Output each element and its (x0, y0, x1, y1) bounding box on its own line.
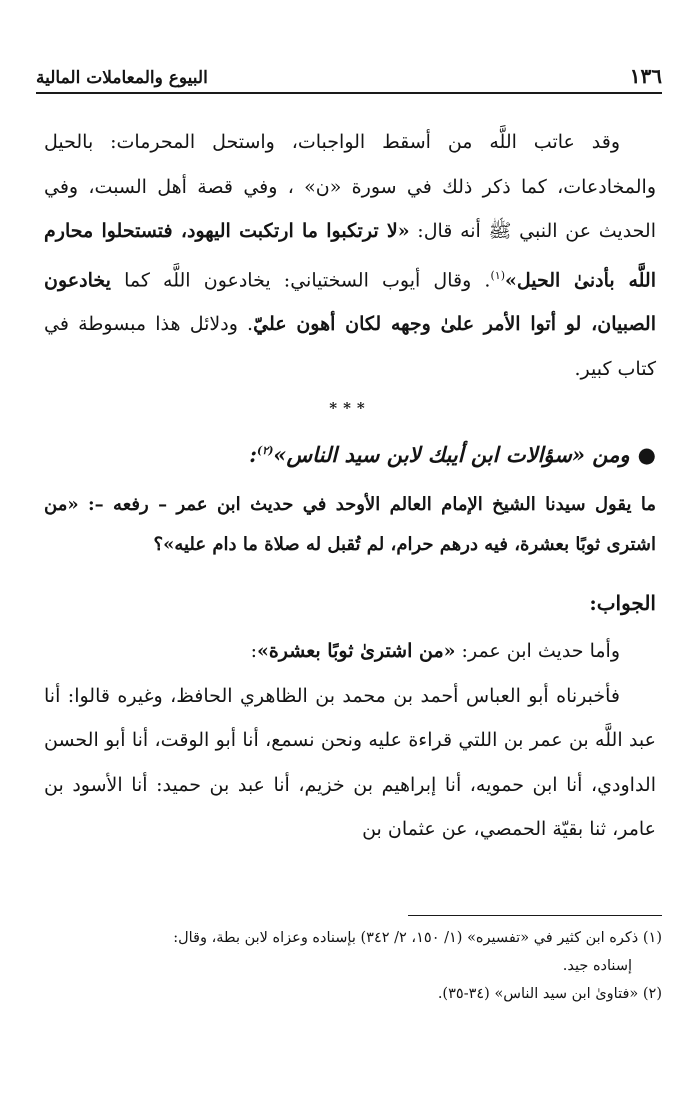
answer-intro (44, 629, 656, 674)
hadith-title: «من اشترىٰ ثوبًا بعشرة» (256, 640, 456, 663)
footnote-divider (408, 915, 662, 916)
question-text: ما يقول سيدنا الشيخ الإمام العالم الأوحد في حديث ابن عمر – رفعه –: «من اشترى ثوبًا بعشرة، فيه درهم حرام، لم تُقبل له صلاة ما دام عليه»؟ (44, 494, 656, 556)
footnote-ref[interactable]: (١) (490, 268, 505, 282)
page-body (44, 120, 656, 852)
footnote-1: (١) ذكره ابن كثير في «تفسيره» (١/ ١٥٠، ٢/ ٣٤٢) بإسناده وعزاه لابن بطة، وقال: (173, 930, 662, 946)
paragraph-text: . ودلائل هذا مبسوطة في كتاب كبير. (44, 313, 656, 380)
paragraph-intro (44, 120, 656, 391)
footnote-1-continued: إسناده جيد. (562, 958, 632, 974)
page-header (36, 58, 662, 94)
bullet-icon: ● (637, 442, 656, 468)
page-number: ١٣٦ (629, 64, 662, 88)
footnote-2: (٢) «فتاوىٰ ابن سيد الناس» (٣٤-٣٥). (437, 986, 662, 1002)
section-colon: : (249, 442, 258, 468)
answer-heading: الجواب: (589, 591, 656, 616)
footnote-ref[interactable]: (٢) (257, 444, 274, 458)
section-heading (44, 429, 656, 477)
section-title: ومن «سؤالات ابن أيبك لابن سيد الناس» (273, 442, 630, 468)
paragraph-text: وقد عاتب اللَّه من أسقط الواجبات، واستحل المحرمات: بالحيل والمخادعات، كما ذكر ذلك في سورة «ن» ، وفي قصة أهل السبت، وفي الحديث عن النبي ﷺ أنه قال: (44, 131, 656, 242)
answer-prefix: وأما حديث ابن عمر: (455, 640, 620, 663)
quote-ayyub: يخادعون الصبيان، لو أتوا الأمر علىٰ وجهه لكان أهون عليّ (44, 268, 656, 336)
section-separator: *** (329, 399, 371, 418)
paragraph-text: . وقال أيوب السختياني: يخادعون اللَّه كما (110, 268, 491, 291)
isnad-paragraph: فأخبرناه أبو العباس أحمد بن محمد بن الظاهري الحافظ، وغيره قالوا: أنا عبد اللَّه بن عمر بن اللتي قراءة عليه ونحن نسمع، أنا أبو الوقت، أنا أبو الحسن الداودي، أنا ابن حمويه، أنا إبراهيم بن خزيم، أنا عبد بن حميد: أنا الأسود بن عامر، ثنا بقيّة الحمصي، عن عثمان بن (44, 684, 656, 841)
hadith-quote: «لا ترتكبوا ما ارتكبت اليهود، فتستحلوا محارم اللَّه بأدنىٰ الحيل» (44, 220, 656, 291)
answer-suffix: : (250, 640, 257, 663)
running-title: البيوع والمعاملات المالية (36, 68, 208, 88)
footnotes (36, 924, 662, 1008)
